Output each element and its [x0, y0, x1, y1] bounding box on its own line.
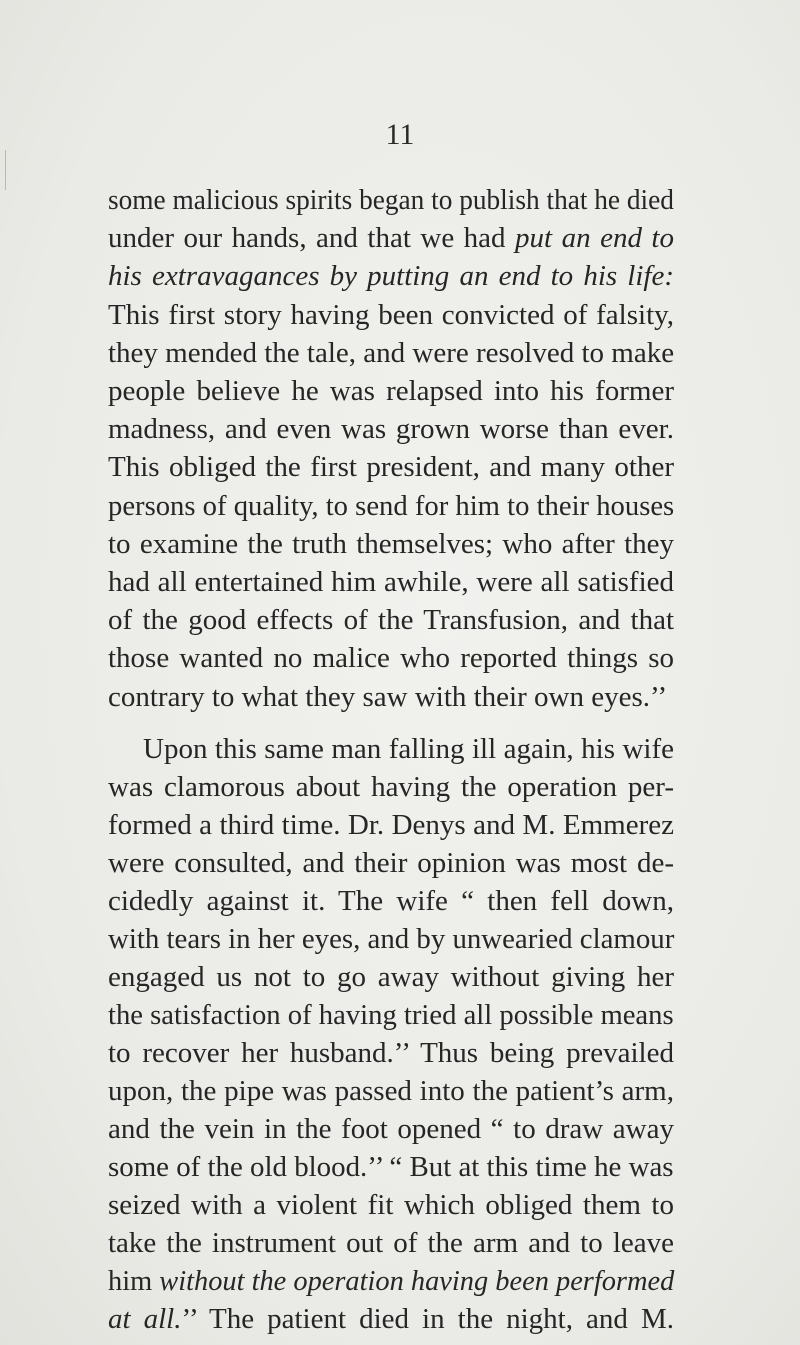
text-line: [108, 1150, 674, 1184]
text-run: This obliged the first president, and many other: [108, 451, 674, 484]
text-run: to recover her husband.’’ Thus being prevailed: [108, 1037, 674, 1069]
text-run: people believe he was relapsed into his former: [108, 375, 674, 407]
text-line: [108, 1264, 674, 1298]
text-line: [108, 960, 674, 994]
text-run: of the good effects of the Transfusion, and that: [108, 604, 674, 637]
italic-text: without the operation having been performed: [159, 1265, 675, 1297]
text-line: [108, 846, 674, 880]
text-run: to examine the truth themselves; who after they: [108, 527, 674, 560]
text-run: madness, and even was grown worse than ever.: [108, 413, 674, 446]
text-run: had all entertained him awhile, were all satisfied: [108, 566, 674, 598]
text-line: [108, 1074, 674, 1108]
text-line: [108, 298, 674, 332]
italic-text: at all.: [108, 1303, 182, 1335]
text-line: [108, 1036, 674, 1070]
text-run: take the instrument out of the arm and to leave: [108, 1227, 674, 1259]
text-run: upon, the pipe was passed into the patient’s arm,: [108, 1075, 674, 1107]
text-line: [108, 808, 674, 842]
text-line: [108, 922, 674, 956]
text-run: under our hands, and that we had: [108, 222, 516, 255]
text-line: [108, 412, 674, 446]
text-line: [108, 450, 674, 484]
text-line: [108, 998, 674, 1032]
text-run: ’’ The patient died in the night, and M.: [181, 1303, 674, 1335]
text-line: [108, 680, 674, 714]
text-line: [143, 732, 674, 766]
text-line: [108, 884, 674, 918]
text-line: [108, 603, 674, 637]
text-run: persons of quality, to send for him to their houses: [108, 489, 675, 522]
text-line: [108, 527, 674, 561]
text-run: him: [108, 1265, 160, 1297]
text-line: [108, 489, 674, 523]
page-edge-mark: [5, 150, 6, 190]
text-run: engaged us not to go away without giving her: [108, 961, 674, 993]
text-run: were consulted, and their opinion was most de-: [108, 847, 674, 879]
text-line: [108, 565, 674, 599]
italic-text: his extravagances by putting an end to his life:: [108, 260, 674, 293]
page-number: 11: [385, 118, 415, 151]
text-run: was clamorous about having the operation per-: [108, 771, 674, 803]
text-run: formed a third time. Dr. Denys and M. Emmerez: [108, 809, 674, 841]
text-line: [108, 374, 674, 408]
text-run: contrary to what they saw with their own eyes.’’: [108, 680, 668, 713]
text-run: the satisfaction of having tried all possible means: [108, 999, 674, 1031]
text-run: those wanted no malice who reported things so: [108, 642, 674, 675]
text-run: they mended the tale, and were resolved to make: [108, 336, 675, 369]
text-run: and the vein in the foot opened “ to draw away: [108, 1113, 674, 1145]
text-line: [108, 1188, 674, 1222]
text-run: some malicious spirits began to publish that he died: [108, 184, 674, 216]
text-line: [108, 221, 674, 255]
text-line: [108, 1302, 674, 1336]
text-run: This first story having been convicted of falsity,: [108, 298, 674, 331]
text-run: cidedly against it. The wife “ then fell down,: [108, 885, 674, 917]
text-line: [108, 1226, 674, 1260]
text-run: some of the old blood.’’ “ But at this time he was: [108, 1151, 674, 1183]
italic-text: put an end to: [515, 222, 674, 255]
text-run: seized with a violent fit which obliged them to: [108, 1189, 674, 1221]
text-line: [108, 641, 674, 675]
text-line: [108, 1112, 674, 1146]
text-line: [108, 183, 674, 217]
text-line: [108, 259, 674, 293]
text-line: [108, 336, 674, 370]
text-run: with tears in her eyes, and by unwearied clamour: [108, 923, 675, 955]
text-run: Upon this same man falling ill again, his wife: [143, 733, 674, 765]
text-line: [108, 770, 674, 804]
